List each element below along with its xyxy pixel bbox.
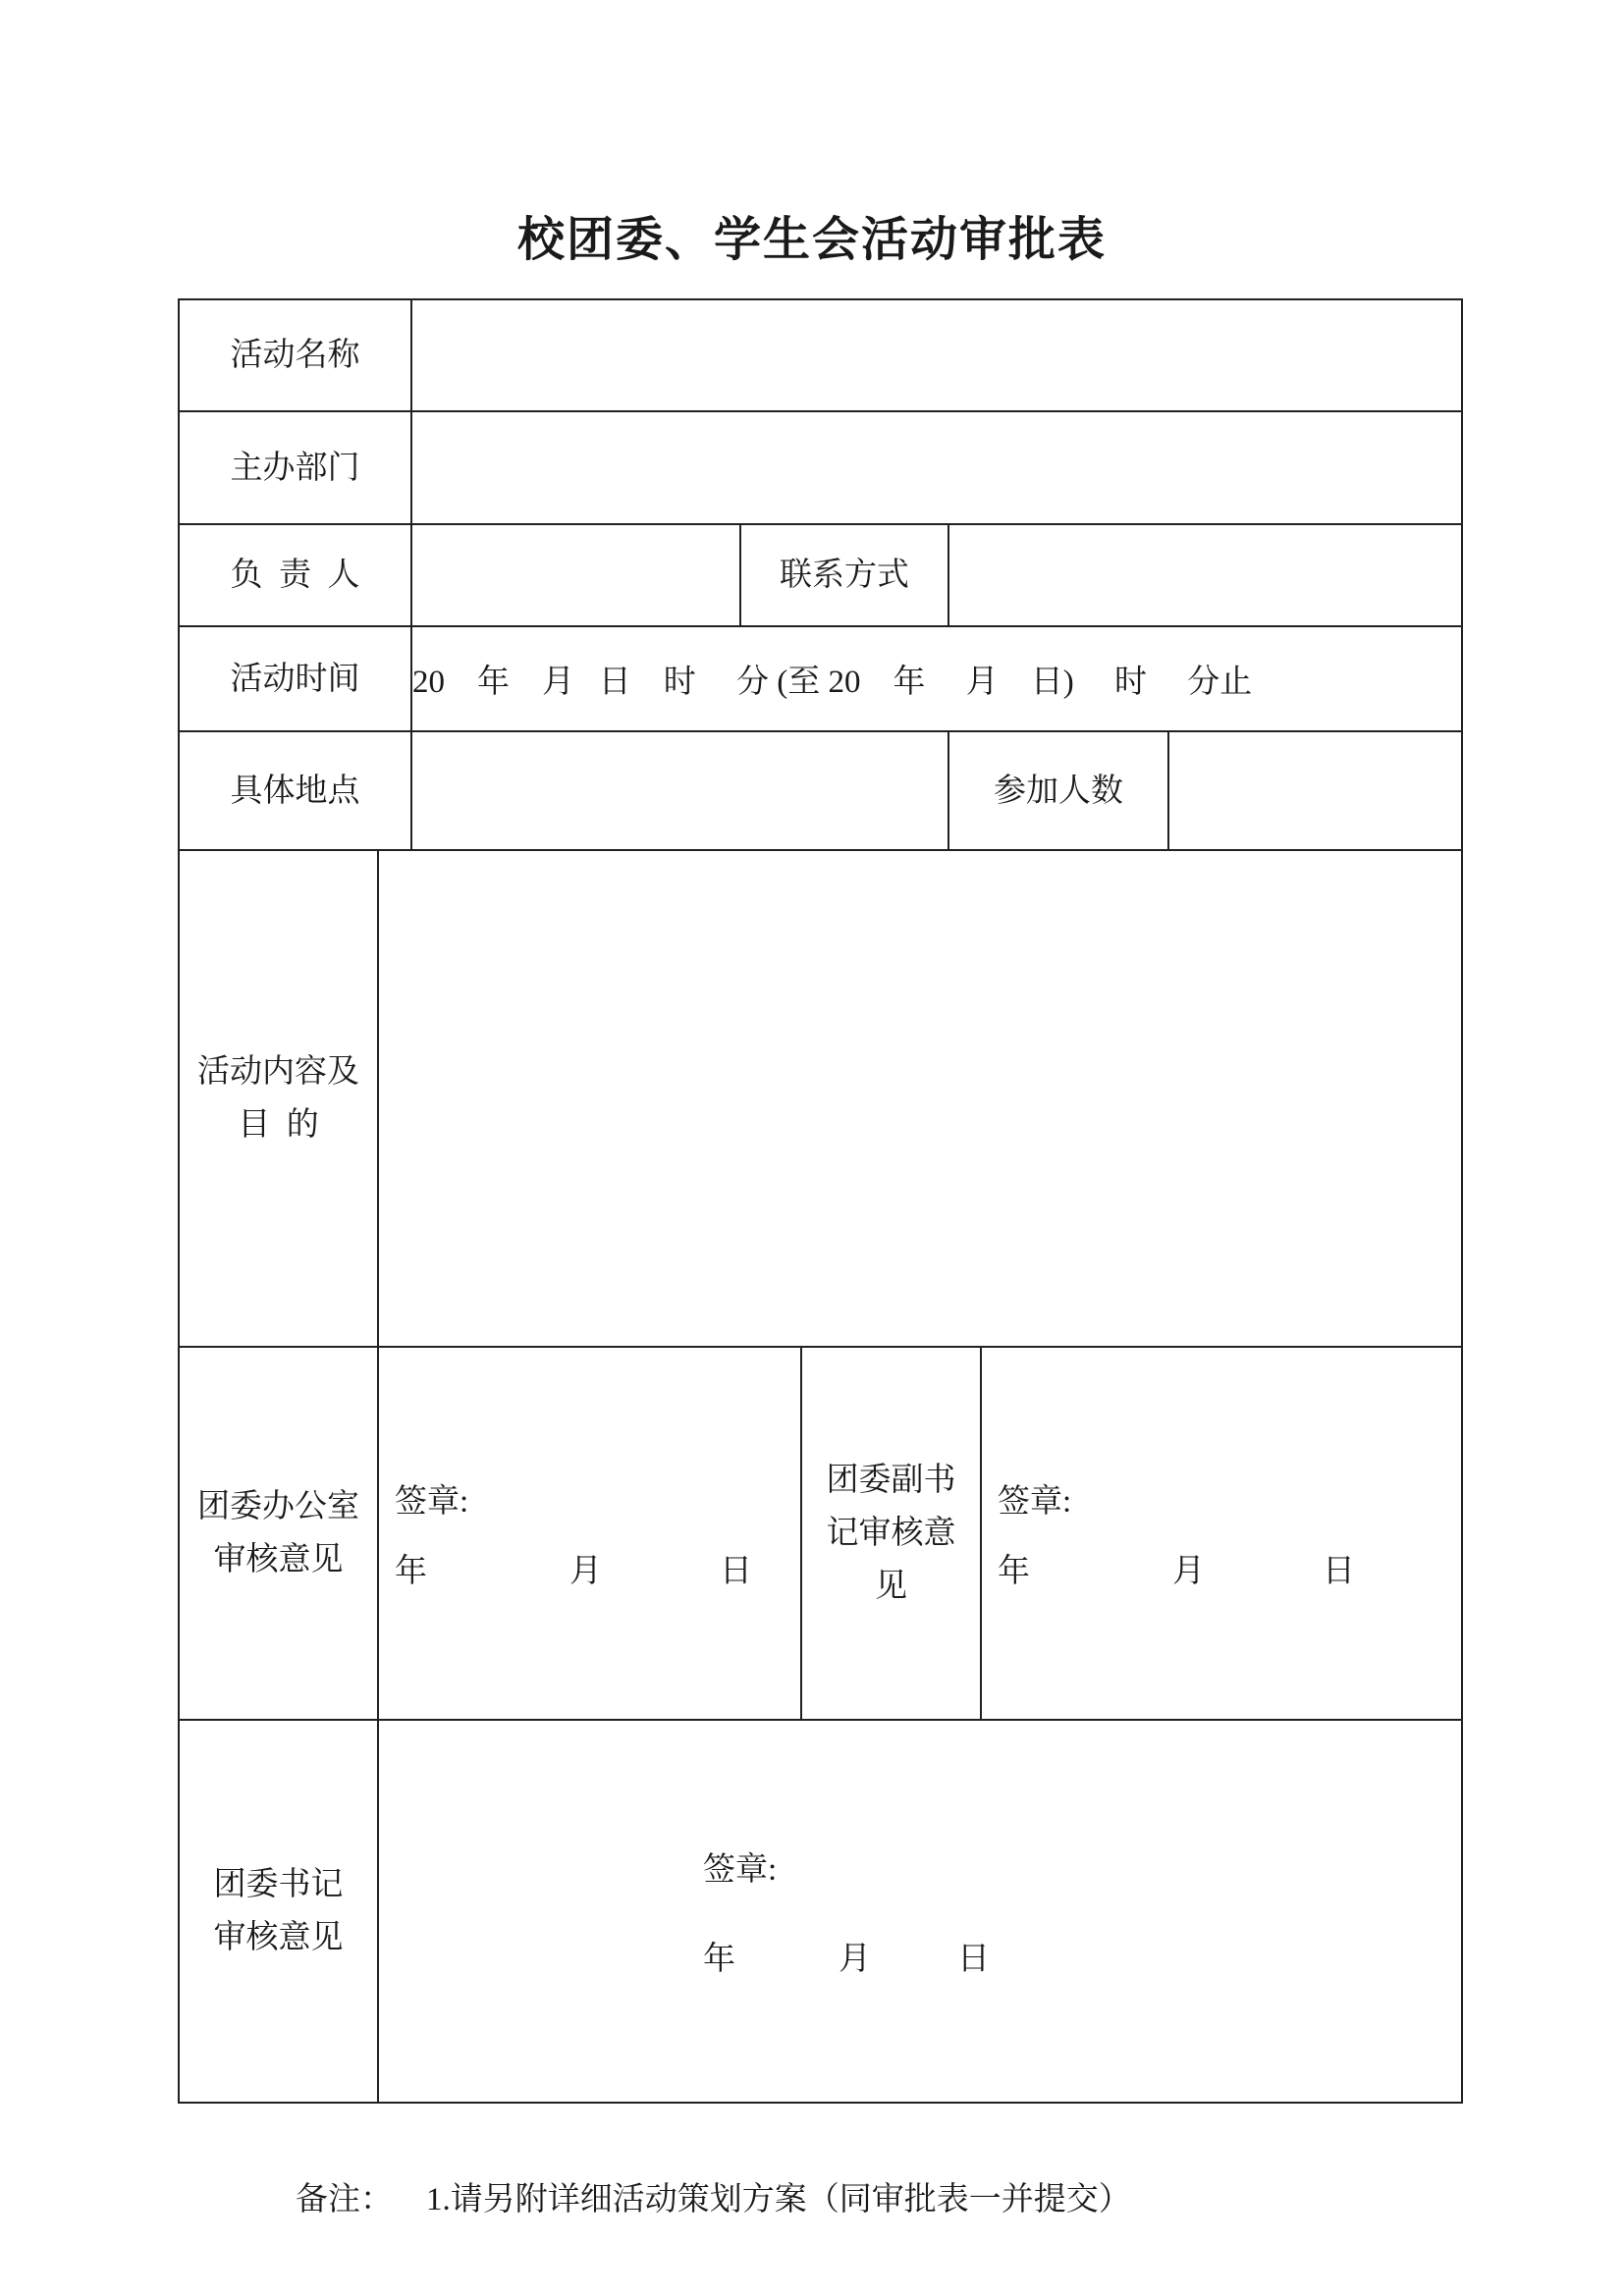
approval-form-table xyxy=(178,298,1463,2104)
person-in-charge-label-cell xyxy=(179,524,411,626)
content-purpose-label-line1: 活动内容及 xyxy=(197,1054,359,1090)
content-purpose-row xyxy=(179,850,1462,1347)
deputy-date-year: 年 xyxy=(998,1554,1030,1589)
contact-label: 联系方式 xyxy=(780,558,909,593)
office-sign-block xyxy=(379,1475,800,1591)
office-date-month: 月 xyxy=(569,1554,602,1589)
secretary-date-month: 月 xyxy=(839,1942,871,1977)
office-review-label-line1: 团委办公室 xyxy=(197,1489,359,1524)
secretary-review-row xyxy=(179,1720,1462,2103)
office-sign-label: 签章: xyxy=(395,1484,469,1520)
organizer-value-cell[interactable] xyxy=(411,411,1462,524)
content-purpose-label-line2: 目 的 xyxy=(238,1107,319,1143)
office-sign-date-line xyxy=(395,1545,800,1591)
person-in-charge-row xyxy=(179,524,1462,626)
content-purpose-label-cell xyxy=(179,850,378,1347)
deputy-review-label-line2: 记审核意 xyxy=(826,1516,956,1551)
office-date-day: 日 xyxy=(720,1554,752,1589)
activity-time-label-cell xyxy=(179,626,411,731)
participants-label-cell xyxy=(948,731,1168,850)
secretary-review-label-line1: 团委书记 xyxy=(213,1867,344,1902)
activity-name-row xyxy=(179,299,1462,411)
location-row xyxy=(179,731,1462,850)
note-text: 1.请另附详细活动策划方案（同审批表一并提交） xyxy=(426,2182,1131,2217)
deputy-sign-block xyxy=(982,1475,1461,1591)
secretary-sign-block xyxy=(379,1843,1461,1979)
note xyxy=(263,2141,1131,2259)
content-purpose-value-cell[interactable] xyxy=(378,850,1462,1347)
office-review-label-line2: 审核意见 xyxy=(213,1542,344,1577)
contact-value-cell[interactable] xyxy=(948,524,1462,626)
secretary-review-label-cell xyxy=(179,1720,378,2103)
deputy-date-day: 日 xyxy=(1323,1554,1355,1589)
participants-label: 参加人数 xyxy=(994,773,1123,809)
secretary-date-day: 日 xyxy=(957,1942,990,1977)
participants-value-cell[interactable] xyxy=(1168,731,1462,850)
office-review-label-cell xyxy=(179,1347,378,1720)
activity-time-row xyxy=(179,626,1462,731)
location-value-cell[interactable] xyxy=(411,731,948,850)
organizer-row xyxy=(179,411,1462,524)
form-title: 校团委、学生会活动审批表 xyxy=(516,214,1107,267)
activity-name-value-cell[interactable] xyxy=(411,299,1462,411)
deputy-date-month: 月 xyxy=(1172,1554,1205,1589)
secretary-date-year: 年 xyxy=(703,1942,735,1977)
secretary-sign-cell[interactable] xyxy=(378,1720,1462,2103)
secretary-review-label-line2: 审核意见 xyxy=(213,1920,344,1955)
activity-name-label: 活动名称 xyxy=(230,338,360,373)
activity-name-label-cell xyxy=(179,299,411,411)
deputy-sign-date-line xyxy=(998,1545,1461,1591)
deputy-sign-label: 签章: xyxy=(998,1484,1072,1520)
secretary-sign-date-line xyxy=(703,1933,1461,1979)
deputy-sign-cell[interactable] xyxy=(981,1347,1462,1720)
office-date-year: 年 xyxy=(395,1554,427,1589)
activity-time-value-cell[interactable]: 20 年 月 日 时 分 (至 20 年 月 日) 时 分止 xyxy=(411,626,1462,731)
note-label: 备注： xyxy=(296,2182,393,2217)
deputy-review-label-line3: 见 xyxy=(875,1569,907,1604)
organizer-label: 主办部门 xyxy=(230,450,360,486)
location-label-cell xyxy=(179,731,411,850)
contact-label-cell xyxy=(740,524,948,626)
secretary-sign-label: 签章: xyxy=(703,1852,778,1888)
deputy-review-label-line1: 团委副书 xyxy=(826,1463,956,1498)
location-label: 具体地点 xyxy=(230,773,360,809)
person-in-charge-label: 负 责 人 xyxy=(230,558,360,593)
office-review-row xyxy=(179,1347,1462,1720)
activity-time-label: 活动时间 xyxy=(230,661,360,697)
deputy-review-label-cell xyxy=(801,1347,981,1720)
person-in-charge-value-cell[interactable] xyxy=(411,524,740,626)
organizer-label-cell xyxy=(179,411,411,524)
office-sign-cell[interactable] xyxy=(378,1347,801,1720)
